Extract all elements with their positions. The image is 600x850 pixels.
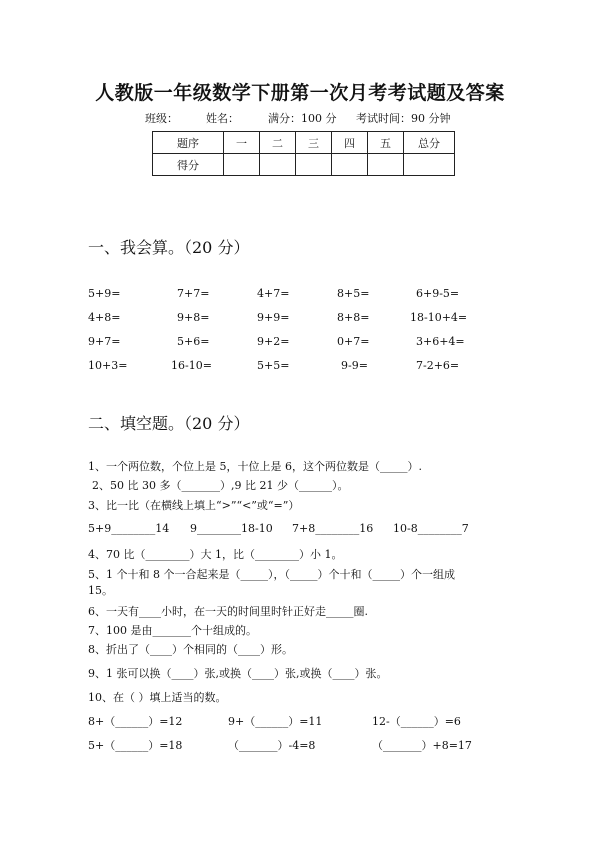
calc-item: 9+9=: [257, 311, 290, 324]
question-10: 10、在（ ）填上适当的数。: [88, 691, 227, 704]
calc-item: 8+8=: [337, 311, 370, 324]
question-5: 5、1 个十和 8 个一合起来是（_____），（_____）个十和（_____）个一组成: [88, 568, 455, 581]
calc-item: 8+5=: [337, 287, 370, 300]
fill-item: 5+（______）=18: [88, 739, 183, 752]
score-cell[interactable]: [260, 154, 296, 176]
score-table-row: [153, 154, 455, 176]
score-table: [152, 131, 455, 176]
calc-item: 18-10+4=: [410, 311, 468, 324]
score-cell[interactable]: [368, 154, 404, 176]
score-header-cell: 题序: [153, 132, 224, 154]
score-cell[interactable]: [332, 154, 368, 176]
section2-heading: 二、填空题。（20 分）: [88, 414, 250, 433]
calc-item: 9+2=: [257, 335, 290, 348]
question-3: 3、比一比（在横线上填上“>”“<”或“=”）: [88, 499, 300, 512]
fill-item: 8+（______）=12: [88, 715, 183, 728]
question-6: 6、一天有____小时，在一天的时间里时针正好走_____圈.: [88, 605, 368, 618]
calc-item: 6+9-5=: [416, 287, 460, 300]
calc-item: 9+7=: [88, 335, 121, 348]
calc-item: 16-10=: [171, 359, 212, 372]
calc-item: 0+7=: [337, 335, 370, 348]
calc-item: 7+7=: [177, 287, 210, 300]
calc-item: 9+8=: [177, 311, 210, 324]
calc-item: 4+7=: [257, 287, 290, 300]
score-row-label: 得分: [153, 154, 224, 176]
class-label: 班级：: [145, 112, 178, 125]
compare-item: 10-8________7: [393, 522, 469, 535]
question-5-continued: 15。: [88, 584, 113, 597]
calc-item: 4+8=: [88, 311, 121, 324]
fill-item: 12-（______）=6: [372, 715, 461, 728]
section1-heading: 一、我会算。（20 分）: [88, 238, 250, 257]
calc-item: 3+6+4=: [416, 335, 465, 348]
fill-item: 9+（______）=11: [228, 715, 323, 728]
score-cell[interactable]: [404, 154, 455, 176]
score-header-cell: 一: [224, 132, 260, 154]
score-table-header-row: [153, 132, 455, 154]
name-label: 姓名：: [206, 112, 239, 125]
score-header-cell: 五: [368, 132, 404, 154]
calc-item: 10+3=: [88, 359, 128, 372]
calc-item: 9-9=: [341, 359, 368, 372]
question-9: 9、1 张可以换（____）张,或换（____）张,或换（____）张。: [88, 667, 388, 680]
score-cell[interactable]: [224, 154, 260, 176]
fill-item: （_______）-4=8: [228, 739, 316, 752]
question-2: 2、50 比 30 多（_______）,9 比 21 少（______）。: [92, 479, 349, 492]
question-1: 1、一个两位数，个位上是 5，十位上是 6，这个两位数是（_____）.: [88, 460, 422, 473]
score-header-cell: 二: [260, 132, 296, 154]
compare-item: 5+9________14: [88, 522, 170, 535]
compare-item: 7+8________16: [292, 522, 374, 535]
calc-item: 5+6=: [177, 335, 210, 348]
score-header-cell: 三: [296, 132, 332, 154]
calc-item: 5+9=: [88, 287, 121, 300]
full-score: 满分：100 分: [268, 112, 337, 125]
exam-time: 考试时间：90 分钟: [356, 112, 451, 125]
score-header-cell: 总分: [404, 132, 455, 154]
page-title: 人教版一年级数学下册第一次月考考试题及答案: [95, 82, 505, 104]
score-header-cell: 四: [332, 132, 368, 154]
fill-item: （_______）+8=17: [372, 739, 472, 752]
question-4: 4、70 比（________）大 1，比（________）小 1。: [88, 548, 343, 561]
question-8: 8、折出了（____）个相同的（____）形。: [88, 643, 293, 656]
calc-item: 7-2+6=: [416, 359, 460, 372]
compare-item: 9________18-10: [190, 522, 273, 535]
score-cell[interactable]: [296, 154, 332, 176]
calc-item: 5+5=: [257, 359, 290, 372]
question-7: 7、100 是由_______个十组成的。: [88, 624, 257, 637]
